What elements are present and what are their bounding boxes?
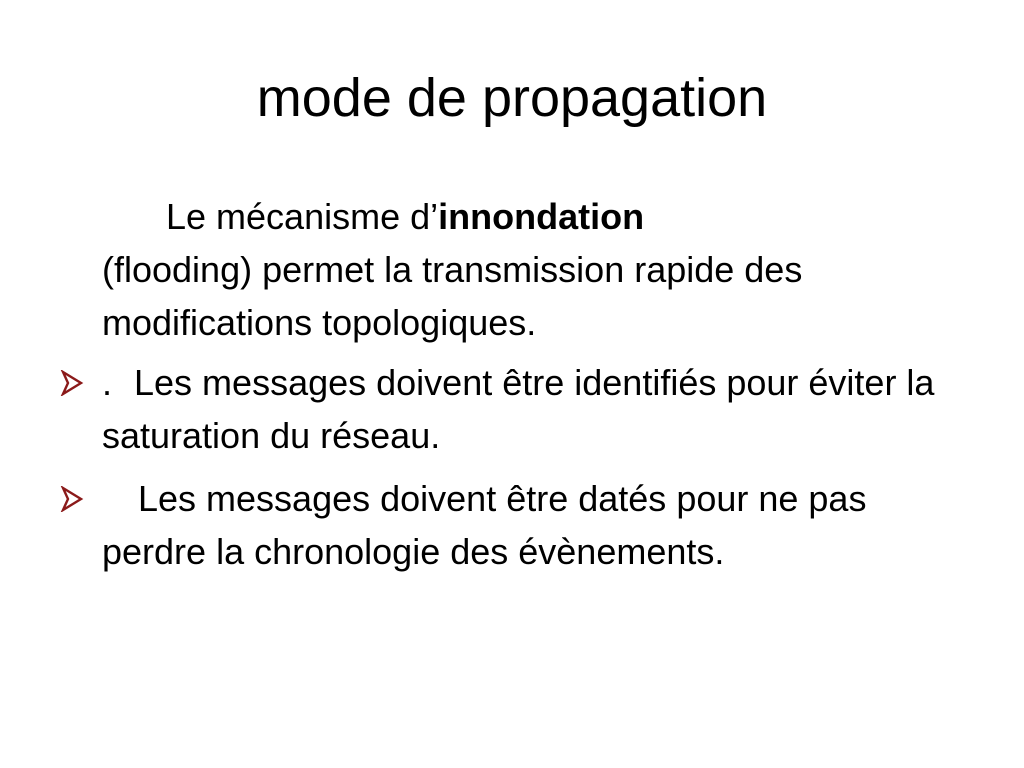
chevron-right-outline-icon bbox=[60, 370, 84, 396]
slide-body bbox=[60, 190, 940, 588]
bullet-item-chronology bbox=[60, 472, 940, 578]
intro-rest-text: (flooding) permet la transmission rapide des modifications topologiques. bbox=[102, 249, 803, 343]
slide-title: mode de propagation bbox=[256, 68, 768, 128]
intro-bold-term: innondation bbox=[438, 196, 645, 237]
bullet-text: Les messages doivent être datés pour ne pas perdre la chronologie des évènements. bbox=[102, 478, 867, 572]
chevron-right-outline-icon bbox=[60, 486, 84, 512]
bullet-item-identification bbox=[60, 356, 940, 462]
intro-lead-text: Le mécanisme d’ bbox=[166, 196, 439, 237]
bullet-prefix: . bbox=[102, 362, 113, 403]
intro-paragraph bbox=[60, 190, 940, 349]
bullet-text: Les messages doivent être identifiés pour éviter la saturation du réseau. bbox=[102, 362, 935, 456]
